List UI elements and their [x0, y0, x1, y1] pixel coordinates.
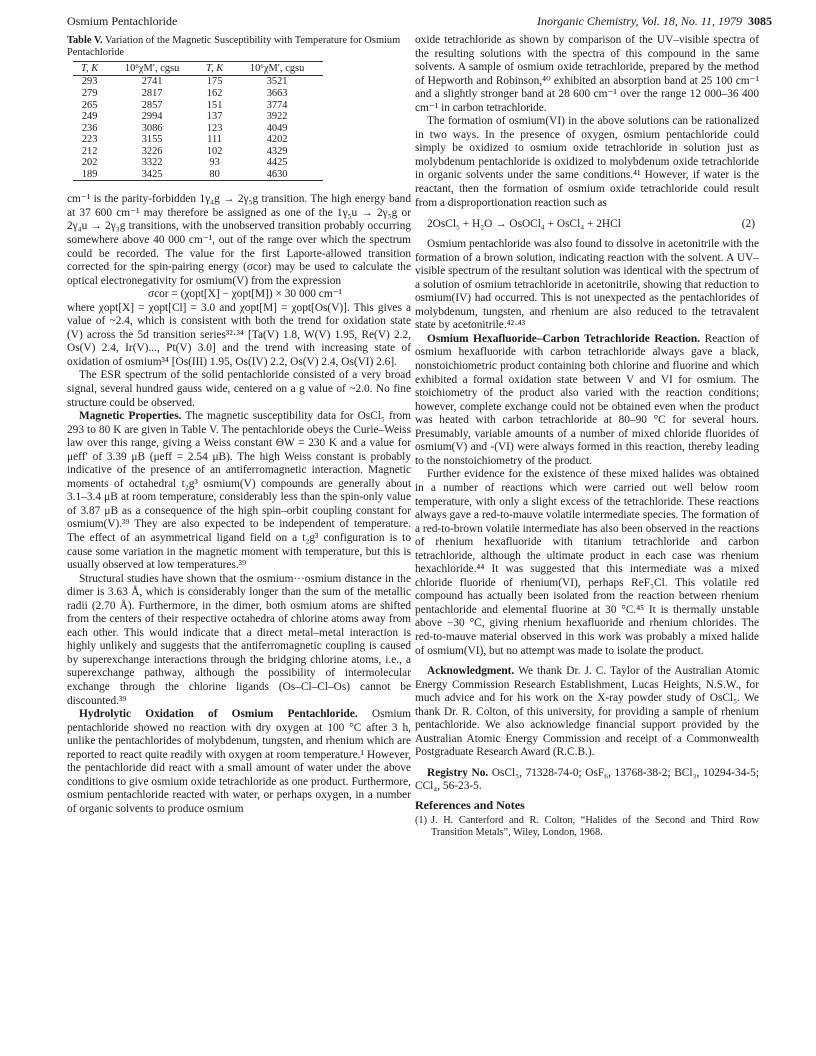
susceptibility-cell: 4425: [266, 157, 288, 169]
section-paragraph: [415, 333, 759, 468]
temperature-cell: 175: [206, 76, 223, 88]
susceptibility-cell: 4630: [231, 169, 323, 181]
spacer: [415, 658, 759, 665]
susceptibility-cell: 2741: [141, 76, 163, 88]
paragraph: The formation of osmium(VI) in the above solutions can be rationalized in two ways. In the presence of oxygen, osmium pentachloride could simply be oxidized to osmium oxide tetrachloride in solution just as molybdenum pentachloride is oxidized to molybdenum oxide tetrachloride in organic solvents under the same conditions.⁴¹ However, if water is the reactant, then the formation of osmium oxide tetrachloride could result from a disproportionation reaction such as: [415, 115, 759, 209]
susceptibility-cell: 3155: [141, 134, 163, 146]
paragraph: Structural studies have shown that the osmium···osmium distance in the dimer is 3.63 Å, which is considerably longer than the sum of the metallic radii (2.70 Å). Furthermore, in the dimer, both osmium atoms are shifted from the centers of their respective octahedra of chlorine atoms away from each other. This would indicate that a direct metal–metal interaction is highly unlikely and suggests that the antiferromagnetic coupling is caused by superexchange interactions through the bridging chlorine atoms, i.e., a superexchange pathway, although the possibility of intermolecular exchange through the chlorine ligands (Os–Cl–Cl–Os) cannot be discounted.³⁹: [67, 572, 411, 707]
susceptibility-cell: 3086: [141, 122, 163, 134]
temperature-cell: 151: [206, 99, 223, 111]
table-row: [73, 169, 323, 181]
table-row: [73, 111, 323, 123]
susceptibility-cell: 3226: [141, 145, 163, 157]
paragraph: where χopt[X] = χopt[Cl] = 3.0 and χopt[M] = χopt[Os(V)]. This gives a value of ~2.4, which is consistent with both the trend for oxidation state (V) across the 5d transition series³²·³⁴ [Ta(V) 1.8, W(V) 1.95, Re(V) 2.2, Os(V) 2.4, Ir(V)..., Pt(V) 3.0] and the trend with increasing state of oxidation of osmium³⁴ [Os(III) 1.95, Os(IV) 2.2, Os(V) 2.4, Os(VI) 2.6].: [67, 301, 411, 368]
paragraph-text: Osmium pentachloride showed no reaction with dry oxygen at 100 °C after 3 h, unlike the pentachlorides of molybdenum, tungsten, and rhenium which are reported to react quite readily with oxygen at room temperature.¹ However, the pentachloride did react with a small amount of water under the above conditions to give osmium oxide tetrachloride as one product. Furthermore, osmium pentachloride reacted with water, or perhaps oxygen, in a number of organic solvents to produce osmium: [67, 708, 411, 815]
journal-citation: Inorganic Chemistry, Vol. 18, No. 11, 1979: [537, 14, 742, 28]
susceptibility-cell: 2857: [141, 99, 163, 111]
susceptibility-cell: 2994: [141, 111, 163, 123]
table-body: [73, 76, 323, 181]
susceptibility-cell: 4202: [266, 134, 288, 146]
susceptibility-cell: 3663: [266, 87, 288, 99]
paragraph-text: Reaction of osmium hexafluoride with carbon tetrachloride always gave a black, nonstoichiometric product containing both chlorine and fluorine and which exhibited a formal oxidation state between V and VI for osmium. The stoichiometry of the product also varied with the reaction conditions; however, complete exchange could not be obtained even when the product was heated with carbon tetrachloride at 80–90 °C for several hours. Presumably, variable amounts of a number of mixed chloride fluorides of osmium(V) and -(VI) were always formed in this reaction, thereby leading to the nonstoichiometry of the product.: [415, 332, 759, 467]
susceptibility-cell: 3521: [266, 76, 288, 88]
section-paragraph: [67, 410, 411, 573]
reference-number: (1): [415, 814, 428, 826]
registry-numbers: [415, 767, 759, 794]
col-header-susceptibility: 10⁶χM′, cgsu: [106, 62, 198, 76]
section-heading: Osmium Hexafluoride–Carbon Tetrachloride Reaction.: [427, 332, 701, 345]
equation-text: 2OsCl₅ + H₂O → OsOCl₄ + OsCl₄ + 2HCl: [427, 218, 621, 231]
section-heading: Magnetic Properties.: [79, 410, 182, 423]
reference-text: J. H. Canterford and R. Colton, “Halides of the Second and Third Row Transition Metals”, Wiley, London, 1968.: [431, 814, 759, 838]
temperature-cell: 293: [81, 76, 98, 88]
paragraph-text: The magnetic susceptibility data for OsCl₅ from 293 to 80 K are given in Table V. The pentachloride obeys the Curie–Weiss law over this range, giving a Weiss constant ΘW = 230 K and a value for μeff′ of 3.39 μB (μeff = 2.54 μB). The high Weiss constant is probably indicative of the presence of an antiferromagnetic interaction. Magnetic moments of octahedral t₂g³ osmium(V) compounds are generally about 3.1–3.4 μB at room temperature, considerably less than the spin-only value of 3.87 μB as a consequence of the high spin–orbit coupling constant for osmium(V).³⁹ They are also expected to be independent of temperature. The effect of an asymmetrical ligand field on a t₂g³ configuration is to cause some variation in the magnetic moment with temperature, but this is usually observed at low temperatures.³⁹: [67, 410, 411, 572]
equation-disproportionation: [415, 218, 759, 232]
temperature-cell: 202: [81, 157, 98, 169]
temperature-cell: 93: [209, 157, 220, 169]
temperature-cell: 111: [207, 134, 222, 146]
table-caption-text: Variation of the Magnetic Susceptibility with Temperature for Osmium Pentachloride: [67, 35, 401, 59]
running-head: [67, 13, 772, 29]
table-caption-label: Table V.: [67, 35, 103, 46]
temperature-cell: 265: [81, 99, 98, 111]
section-heading: Acknowledgment.: [427, 665, 515, 678]
temperature-cell: 223: [81, 134, 98, 146]
acknowledgment: [415, 665, 759, 760]
paragraph: Further evidence for the existence of these mixed halides was obtained in a number of reactions which were carried out well below room temperature, with only a slight excess of the tetrachloride. These reactions always gave a red-to-mauve volatile intermediate species. The formation of a red-to-brown volatile intermediate has also been observed in the reactions of rhenium hexafluoride with titanium tetrachloride and carbon tetrachloride, although the ultimate product in each case was rhenium hexachloride.⁴⁴ It was suggested that this intermediate was a mixed chloride fluoride of rhenium(VI), perhaps ReF₅Cl. This volatile red compound has actually been isolated from the reaction between rhenium pentachloride and elemental fluorine at 30 °C.⁴⁵ It is thermally unstable above −30 °C, giving rhenium hexafluoride and rhenium chlorides. The red-to-mauve material observed in this work was probably a mixed halide of osmium(VI), but no attempt was made to isolate the product.: [415, 468, 759, 657]
temperature-cell: 189: [73, 169, 106, 181]
susceptibility-cell: 3322: [141, 157, 163, 169]
table-row: [73, 76, 323, 88]
susceptibility-cell: 4329: [266, 145, 288, 157]
temperature-cell: 212: [81, 145, 98, 157]
col-header-temperature: T, K: [198, 62, 231, 76]
page-number: 3085: [748, 14, 772, 28]
col-header-susceptibility: 10⁶χM′, cgsu: [231, 62, 323, 76]
reference-item: [415, 815, 759, 839]
paragraph: cm⁻¹ is the parity-forbidden 1γ₄g → 2γ₅g transition. The high energy band at 37 600 cm⁻¹ may therefore be assigned as one of the 1γ₅u → 2γ₅g or 2γ₄u → 2γ₃g transitions, with the unobserved transition probably occurring somewhere above 40 000 cm⁻¹, out of the range over which the spectrum could be recorded. The value for the first Laporte-allowed transition corrected for the spin-pairing energy (σcor) may be used to calculate the optical electronegativity for osmium(V) from the expression: [67, 193, 411, 287]
table-header-row: [73, 62, 323, 76]
equation-number: (2): [741, 218, 755, 231]
susceptibility-table: [73, 61, 323, 181]
table-row: [73, 88, 323, 100]
paragraph: The ESR spectrum of the solid pentachloride consisted of a very broad signal, several hundred gauss wide, centered on a g value of ~2.0. No fine structure could be observed.: [67, 369, 411, 409]
table-row: [73, 123, 323, 135]
spacer: [67, 181, 411, 193]
references-title: References and Notes: [415, 797, 525, 812]
table-row: [73, 146, 323, 158]
left-column: [67, 34, 411, 1048]
temperature-cell: 279: [81, 87, 98, 99]
temperature-cell: 137: [206, 111, 223, 123]
section-heading: Hydrolytic Oxidation of Osmium Pentachloride.: [79, 708, 358, 721]
table-row: [73, 134, 323, 146]
section-paragraph: [67, 708, 411, 816]
registry-heading: Registry No.: [427, 766, 489, 779]
col-header-temperature: T, K: [73, 62, 106, 76]
temperature-cell: 162: [206, 87, 223, 99]
right-column: [415, 34, 759, 1048]
paragraph: oxide tetrachloride as shown by comparison of the UV–visible spectra of the resulting solutions with the spectra of this compound in the same solvents. A sample of osmium oxide tetrachloride, prepared by the method of Hepworth and Robinson,⁴⁰ exhibited an absorption band at 25 100 cm⁻¹ and a slightly stronger band at 28 600 cm⁻¹ over the range 12 000–36 400 cm⁻¹ in carbon tetrachloride.: [415, 34, 759, 114]
running-head-journal: [537, 13, 772, 29]
susceptibility-cell: 2817: [141, 87, 163, 99]
registry-text: OsCl₅, 71328-74-0; OsF₆, 13768-38-2; BCl₃, 10294-34-5; CCl₄, 56-23-5.: [415, 766, 759, 793]
temperature-cell: 102: [206, 145, 223, 157]
susceptibility-cell: 3425: [106, 169, 198, 181]
susceptibility-cell: 3922: [266, 111, 288, 123]
temperature-cell: 249: [81, 111, 98, 123]
temperature-cell: 123: [206, 122, 223, 134]
table-caption: [67, 35, 411, 59]
susceptibility-cell: 4049: [266, 122, 288, 134]
spacer: [415, 760, 759, 767]
table-row: [73, 100, 323, 112]
paragraph: Osmium pentachloride was also found to dissolve in acetonitrile with the formation of a brown solution, indicating reaction with the solvent. A UV–visible spectrum of the resultant solution was identical with the spectrum of a solution of osmium tetrachloride in acetonitrile, showing that reduction to osmium(IV) had occurred. This is not unexpected as the pentachlorides of molybdenum, tungsten, and rhenium are also reduced to the tetravalent state by acetonitrile.⁴²·⁴³: [415, 238, 759, 332]
susceptibility-cell: 3774: [266, 99, 288, 111]
running-head-title: Osmium Pentachloride: [67, 14, 178, 28]
temperature-cell: 80: [198, 169, 231, 181]
equation-electronegativity: σcor = (χopt[X] − χopt[M]) × 30 000 cm⁻¹: [147, 288, 343, 301]
table-row: [73, 157, 323, 169]
temperature-cell: 236: [81, 122, 98, 134]
acknowledgment-text: We thank Dr. J. C. Taylor of the Australian Atomic Energy Commission Research Establishment, Lucas Heights, N.S.W., for much advice and for his work on the X-ray powder study of OsCl₅. We thank Dr. R. Colton, of this university, for providing a sample of rhenium pentachloride. We also acknowledge financial support provided by the Australian Atomic Energy Commission and receipt of a Commonwealth Postgraduate Research Award (R.C.B.).: [415, 665, 759, 759]
